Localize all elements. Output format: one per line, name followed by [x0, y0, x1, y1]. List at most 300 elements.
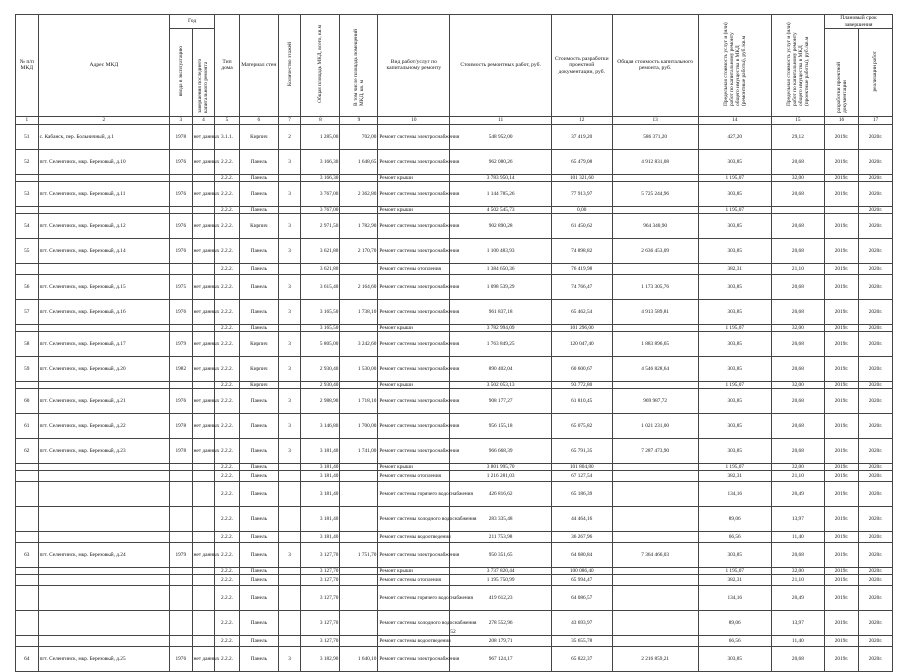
table-body	[16, 124, 893, 671]
planned-works-cell: 2020г.	[858, 331, 892, 356]
row-number	[16, 324, 39, 331]
premises-area-cell: 702,00	[340, 124, 378, 149]
premises-area-cell: 1 640,10	[340, 646, 378, 671]
column-number: 14	[698, 116, 771, 124]
wall-material-cell: Панель	[239, 324, 278, 331]
row-number	[16, 531, 39, 542]
work-type-cell: Ремонт системы водоотведения	[378, 531, 450, 542]
header-floors-label: Количество этажей	[286, 41, 293, 87]
address-cell: пгт. Селенгинск, мкр. Березовый, д.15	[38, 274, 169, 299]
repair-cost-cell: 3 737 820,44	[450, 567, 552, 574]
total-cost-cell: 7 364 466,03	[612, 542, 698, 567]
repair-cost-cell: 211 753,98	[450, 531, 552, 542]
limit-repair-cell: 303,85	[698, 646, 771, 671]
planned-works-cell: 2020г.	[858, 388, 892, 413]
total-area-cell: 3 146,80	[301, 413, 340, 438]
total-area-cell: 3 621,80	[301, 238, 340, 263]
floors-cell	[278, 567, 301, 574]
house-type-cell: 2.2.2.	[215, 381, 240, 388]
house-type-cell: 2.2.2.	[215, 470, 240, 481]
planned-design-cell: 2019г.	[825, 610, 859, 635]
table-row	[16, 299, 893, 324]
year-commission-cell: 1976	[170, 213, 193, 238]
year-commission-cell	[170, 174, 193, 181]
wall-material-cell: Панель	[239, 438, 278, 463]
header-work-type: Вид работ/услуг по капитальному ремонту	[378, 15, 450, 117]
total-area-cell: 3 181,40	[301, 470, 340, 481]
year-repair-cell: нет данных	[192, 124, 215, 149]
repair-cost-cell: 3 783 950,14	[450, 174, 552, 181]
planned-works-cell: 2020г.	[858, 585, 892, 610]
limit-design-cell: 20,68	[771, 299, 824, 324]
address-cell: пгт. Селенгинск, мкр. Березовый, д.22	[38, 413, 169, 438]
planned-design-cell: 2019г.	[825, 238, 859, 263]
total-area-cell: 3 165,50	[301, 299, 340, 324]
wall-material-cell: Панель	[239, 149, 278, 174]
row-number: 57	[16, 299, 39, 324]
table-row	[16, 174, 893, 181]
column-number: 15	[771, 116, 824, 124]
wall-material-cell: Панель	[239, 610, 278, 635]
design-cost-cell: 93 772,80	[551, 381, 612, 388]
total-area-cell: 3 621,80	[301, 263, 340, 274]
house-type-cell: 2.2.2.	[215, 181, 240, 206]
year-commission-cell: 1976	[170, 388, 193, 413]
total-cost-cell: 7 287 473,90	[612, 438, 698, 463]
design-cost-cell: 61 450,62	[551, 213, 612, 238]
repair-cost-cell: 1 100 483,93	[450, 238, 552, 263]
year-commission-cell: 1978	[170, 438, 193, 463]
column-number: 7	[278, 116, 301, 124]
total-cost-cell: 2 216 859,21	[612, 646, 698, 671]
premises-area-cell: 1 751,70	[340, 542, 378, 567]
limit-design-cell: 21,10	[771, 470, 824, 481]
house-type-cell: 2.2.2.	[215, 331, 240, 356]
design-cost-cell: 67 127,54	[551, 470, 612, 481]
total-cost-cell: 1 173 305,76	[612, 274, 698, 299]
address-cell	[38, 381, 169, 388]
year-repair-cell	[192, 574, 215, 585]
address-cell	[38, 506, 169, 531]
limit-design-cell: 21,10	[771, 263, 824, 274]
planned-design-cell: 2019г.	[825, 531, 859, 542]
capital-repair-table	[15, 14, 893, 672]
column-number-row	[16, 116, 893, 124]
limit-repair-cell: 66,56	[698, 635, 771, 646]
total-area-cell: 3 127,70	[301, 567, 340, 574]
premises-area-cell	[340, 470, 378, 481]
column-number: 6	[239, 116, 278, 124]
wall-material-cell: Панель	[239, 542, 278, 567]
total-cost-cell: 586 371,20	[612, 124, 698, 149]
row-number	[16, 635, 39, 646]
house-type-cell: 2.2.2.	[215, 463, 240, 470]
work-type-cell: Ремонт системы электроснабжения	[378, 542, 450, 567]
header-year-last-repair	[192, 29, 215, 117]
planned-design-cell: 2019г.	[825, 463, 859, 470]
address-cell: пгт. Селенгинск, мкр. Березовый, д.23	[38, 438, 169, 463]
total-area-cell: 3 182,90	[301, 646, 340, 671]
limit-repair-cell: 303,85	[698, 356, 771, 381]
repair-cost-cell: 1 763 849,25	[450, 331, 552, 356]
address-cell	[38, 481, 169, 506]
planned-design-cell: 2019г.	[825, 356, 859, 381]
wall-material-cell: Кирпич	[239, 356, 278, 381]
planned-works-cell: 2020г.	[858, 274, 892, 299]
year-repair-cell	[192, 635, 215, 646]
table-row	[16, 356, 893, 381]
limit-repair-cell: 1 195,07	[698, 567, 771, 574]
limit-design-cell: 13,97	[771, 506, 824, 531]
year-commission-cell	[170, 263, 193, 274]
planned-works-cell: 2020г.	[858, 463, 892, 470]
table-row	[16, 574, 893, 585]
year-commission-cell	[170, 463, 193, 470]
planned-works-cell: 2020г.	[858, 181, 892, 206]
planned-works-cell: 2020г.	[858, 299, 892, 324]
repair-cost-cell: 208 179,71	[450, 635, 552, 646]
wall-material-cell: Панель	[239, 274, 278, 299]
year-repair-cell: нет данных	[192, 438, 215, 463]
address-cell	[38, 635, 169, 646]
total-cost-cell	[612, 531, 698, 542]
design-cost-cell: 65 462,54	[551, 299, 612, 324]
house-type-cell: 2.2.2.	[215, 413, 240, 438]
row-number	[16, 206, 39, 213]
planned-design-cell: 2019г.	[825, 324, 859, 331]
year-commission-cell	[170, 506, 193, 531]
work-type-cell: Ремонт системы электроснабжения	[378, 149, 450, 174]
planned-design-cell: 2019г.	[825, 181, 859, 206]
limit-repair-cell: 382,31	[698, 470, 771, 481]
total-cost-cell: 4 546 828,64	[612, 356, 698, 381]
year-repair-cell: нет данных	[192, 238, 215, 263]
limit-design-cell: 20,68	[771, 274, 824, 299]
limit-design-cell: 32,00	[771, 381, 824, 388]
column-number: 9	[340, 116, 378, 124]
address-cell	[38, 574, 169, 585]
limit-design-cell: 20,68	[771, 388, 824, 413]
limit-design-cell: 32,00	[771, 174, 824, 181]
planned-works-cell: 2020г.	[858, 149, 892, 174]
limit-repair-cell: 134,16	[698, 585, 771, 610]
planned-design-cell: 2019г.	[825, 124, 859, 149]
repair-cost-cell: 1 098 539,29	[450, 274, 552, 299]
limit-repair-cell: 89,06	[698, 506, 771, 531]
repair-cost-cell: 278 552,96	[450, 610, 552, 635]
planned-design-cell: 2019г.	[825, 299, 859, 324]
house-type-cell: 2.2.2.	[215, 324, 240, 331]
repair-cost-cell: 890 402,04	[450, 356, 552, 381]
table-row	[16, 213, 893, 238]
address-cell	[38, 567, 169, 574]
house-type-cell: 2.2.2.	[215, 213, 240, 238]
year-commission-cell	[170, 567, 193, 574]
floors-cell: 3	[278, 646, 301, 671]
house-type-cell: 2.2.2.	[215, 481, 240, 506]
design-cost-cell: 43 693,97	[551, 610, 612, 635]
total-cost-cell: 1 021 231,00	[612, 413, 698, 438]
address-cell: пгт. Селенгинск, мкр. Березовый, д.11	[38, 181, 169, 206]
row-number: 61	[16, 413, 39, 438]
house-type-cell: 2.2.2.	[215, 574, 240, 585]
repair-cost-cell: 1 144 785,26	[450, 181, 552, 206]
house-type-cell: 2.2.2.	[215, 542, 240, 567]
floors-cell	[278, 585, 301, 610]
table-row	[16, 124, 893, 149]
total-area-cell: 3 767,00	[301, 181, 340, 206]
work-type-cell: Ремонт системы электроснабжения	[378, 413, 450, 438]
work-type-cell: Ремонт системы горячего водоснабжения	[378, 585, 450, 610]
total-cost-cell	[612, 324, 698, 331]
header-year-commission-label: ввода в эксплуатацию	[177, 45, 184, 97]
address-cell: пгт. Селенгинск, мкр. Березовый, д.14	[38, 238, 169, 263]
address-cell: пгт. Селенгинск, мкр. Березовый, д.16	[38, 299, 169, 324]
limit-design-cell: 32,00	[771, 324, 824, 331]
address-cell	[38, 206, 169, 213]
row-number	[16, 574, 39, 585]
table-row	[16, 331, 893, 356]
premises-area-cell	[340, 463, 378, 470]
year-commission-cell: 1976	[170, 181, 193, 206]
planned-design-cell: 2019г.	[825, 438, 859, 463]
floors-cell	[278, 463, 301, 470]
work-type-cell: Ремонт системы отопления	[378, 470, 450, 481]
year-repair-cell: нет данных	[192, 356, 215, 381]
year-commission-cell	[170, 635, 193, 646]
premises-area-cell	[340, 381, 378, 388]
planned-works-cell: 2020г.	[858, 567, 892, 574]
wall-material-cell: Панель	[239, 481, 278, 506]
header-address: Адрес МКД	[38, 15, 169, 117]
planned-design-cell: 2019г.	[825, 481, 859, 506]
repair-cost-cell: 967 124,17	[450, 646, 552, 671]
work-type-cell: Ремонт крыши	[378, 174, 450, 181]
limit-repair-cell: 303,85	[698, 388, 771, 413]
planned-design-cell: 2019г.	[825, 331, 859, 356]
year-commission-cell: 1975	[170, 274, 193, 299]
address-cell: пгт. Селенгинск, мкр. Березовый, д.21	[38, 388, 169, 413]
house-type-cell: 2.2.2.	[215, 585, 240, 610]
year-commission-cell: 1976	[170, 299, 193, 324]
planned-works-cell: 2020г.	[858, 213, 892, 238]
premises-area-cell: 2 362,80	[340, 181, 378, 206]
premises-area-cell	[340, 585, 378, 610]
table-row	[16, 324, 893, 331]
year-repair-cell	[192, 585, 215, 610]
limit-design-cell: 11,40	[771, 531, 824, 542]
header-total-area	[301, 15, 340, 117]
column-number: 4	[192, 116, 215, 124]
design-cost-cell: 64 680,84	[551, 542, 612, 567]
repair-cost-cell: 950 351,65	[450, 542, 552, 567]
table-row	[16, 149, 893, 174]
floors-cell: 3	[278, 274, 301, 299]
planned-works-cell: 2020г.	[858, 531, 892, 542]
house-type-cell: 2.2.2.	[215, 388, 240, 413]
premises-area-cell: 1 741,00	[340, 438, 378, 463]
floors-cell	[278, 470, 301, 481]
column-number: 17	[858, 116, 892, 124]
floors-cell: 3	[278, 181, 301, 206]
year-repair-cell: нет данных	[192, 331, 215, 356]
address-cell: с. Кабанск, пер. Больничный, д.1	[38, 124, 169, 149]
planned-design-cell: 2019г.	[825, 174, 859, 181]
table-row	[16, 506, 893, 531]
year-commission-cell: 1979	[170, 331, 193, 356]
total-area-cell: 2 930,40	[301, 356, 340, 381]
address-cell: пгт. Селенгинск, мкр. Березовый, д.20	[38, 356, 169, 381]
wall-material-cell: Кирпич	[239, 213, 278, 238]
design-cost-cell: 65 075,82	[551, 413, 612, 438]
year-commission-cell	[170, 574, 193, 585]
year-commission-cell	[170, 531, 193, 542]
total-area-cell: 3 127,70	[301, 574, 340, 585]
design-cost-cell: 74 766,47	[551, 274, 612, 299]
year-repair-cell	[192, 324, 215, 331]
planned-works-cell: 2020г.	[858, 635, 892, 646]
table-row	[16, 567, 893, 574]
design-cost-cell: 101 804,80	[551, 463, 612, 470]
address-cell	[38, 463, 169, 470]
limit-design-cell: 20,68	[771, 149, 824, 174]
row-number: 58	[16, 331, 39, 356]
repair-cost-cell: 962 080,26	[450, 149, 552, 174]
repair-cost-cell: 961 837,18	[450, 299, 552, 324]
header-repair-cost: Стоимость ремонтных работ, руб.	[450, 15, 552, 117]
limit-design-cell: 29,12	[771, 124, 824, 149]
address-cell	[38, 263, 169, 274]
table-row	[16, 438, 893, 463]
table-row	[16, 388, 893, 413]
row-number: 52	[16, 149, 39, 174]
column-number: 13	[612, 116, 698, 124]
design-cost-cell: 76 419,98	[551, 263, 612, 274]
year-commission-cell: 1976	[170, 149, 193, 174]
repair-cost-cell: 908 177,27	[450, 388, 552, 413]
planned-design-cell: 2019г.	[825, 506, 859, 531]
header-year-last-repair-label: завершения последнего капитального ремонта	[197, 58, 210, 113]
column-number: 12	[551, 116, 612, 124]
work-type-cell: Ремонт системы электроснабжения	[378, 181, 450, 206]
planned-works-cell: 2020г.	[858, 574, 892, 585]
total-cost-cell	[612, 567, 698, 574]
column-number: 10	[378, 116, 450, 124]
planned-design-cell: 2019г.	[825, 263, 859, 274]
limit-repair-cell: 1 195,07	[698, 381, 771, 388]
house-type-cell: 2.2.2.	[215, 506, 240, 531]
floors-cell: 3	[278, 149, 301, 174]
header-house-type: Тип дома	[215, 15, 240, 117]
design-cost-cell: 64 086,57	[551, 585, 612, 610]
floors-cell: 2	[278, 124, 301, 149]
wall-material-cell: Панель	[239, 646, 278, 671]
floors-cell	[278, 635, 301, 646]
table-row	[16, 646, 893, 671]
design-cost-cell: 35 655,78	[551, 635, 612, 646]
total-cost-cell	[612, 263, 698, 274]
page-number: 52	[450, 629, 456, 635]
limit-repair-cell: 303,85	[698, 299, 771, 324]
total-area-cell: 3 181,40	[301, 506, 340, 531]
header-no: № п/п МКД	[16, 15, 39, 117]
planned-design-cell: 2019г.	[825, 574, 859, 585]
total-area-cell: 3 127,70	[301, 542, 340, 567]
year-repair-cell: нет данных	[192, 413, 215, 438]
limit-design-cell: 20,68	[771, 542, 824, 567]
wall-material-cell: Кирпич	[239, 331, 278, 356]
column-number: 8	[301, 116, 340, 124]
floors-cell: 3	[278, 331, 301, 356]
total-cost-cell	[612, 381, 698, 388]
total-area-cell: 3 166,30	[301, 149, 340, 174]
row-number: 59	[16, 356, 39, 381]
wall-material-cell: Панель	[239, 463, 278, 470]
work-type-cell: Ремонт системы электроснабжения	[378, 274, 450, 299]
premises-area-cell	[340, 506, 378, 531]
planned-works-cell: 2020г.	[858, 646, 892, 671]
design-cost-cell: 65 186,39	[551, 481, 612, 506]
address-cell: пгт. Селенгинск, мкр. Березовый, д.24	[38, 542, 169, 567]
total-area-cell: 2 971,50	[301, 213, 340, 238]
total-cost-cell: 5 725 244,96	[612, 181, 698, 206]
floors-cell	[278, 481, 301, 506]
row-number	[16, 506, 39, 531]
work-type-cell: Ремонт системы электроснабжения	[378, 646, 450, 671]
limit-repair-cell: 303,85	[698, 413, 771, 438]
planned-works-cell: 2020г.	[858, 413, 892, 438]
limit-design-cell: 20,49	[771, 481, 824, 506]
year-commission-cell	[170, 206, 193, 213]
address-cell: пгт. Селенгинск, мкр. Березовый, д.12	[38, 213, 169, 238]
row-number	[16, 463, 39, 470]
repair-cost-cell: 3 782 994,09	[450, 324, 552, 331]
floors-cell: 3	[278, 542, 301, 567]
premises-area-cell	[340, 481, 378, 506]
header-premises-area-label: В том числе площадь помещений МКД, кв. м	[352, 29, 365, 106]
repair-cost-cell: 3 801 995,70	[450, 463, 552, 470]
table-row	[16, 542, 893, 567]
total-area-cell: 2 930,40	[301, 381, 340, 388]
repair-cost-cell: 426 816,62	[450, 481, 552, 506]
work-type-cell: Ремонт системы холодного водоснабжения	[378, 610, 450, 635]
header-floors	[278, 15, 301, 117]
total-area-cell: 5 805,00	[301, 331, 340, 356]
wall-material-cell: Панель	[239, 585, 278, 610]
house-type-cell: 2.2.2.	[215, 149, 240, 174]
repair-cost-cell: 3 502 053,13	[450, 381, 552, 388]
premises-area-cell: 1 530,00	[340, 356, 378, 381]
limit-design-cell: 32,00	[771, 463, 824, 470]
work-type-cell: Ремонт системы холодного водоснабжения	[378, 506, 450, 531]
planned-works-cell: 2020г.	[858, 610, 892, 635]
limit-repair-cell: 303,85	[698, 331, 771, 356]
header-limit-repair	[698, 15, 771, 117]
floors-cell	[278, 381, 301, 388]
table-row	[16, 470, 893, 481]
premises-area-cell: 1 700,00	[340, 413, 378, 438]
year-repair-cell	[192, 481, 215, 506]
limit-design-cell	[771, 206, 824, 213]
limit-design-cell: 20,68	[771, 646, 824, 671]
column-number: 3	[170, 116, 193, 124]
address-cell	[38, 585, 169, 610]
address-cell	[38, 531, 169, 542]
limit-repair-cell: 303,85	[698, 181, 771, 206]
premises-area-cell: 1 738,10	[340, 299, 378, 324]
house-type-cell: 2.2.2.	[215, 567, 240, 574]
total-cost-cell	[612, 481, 698, 506]
